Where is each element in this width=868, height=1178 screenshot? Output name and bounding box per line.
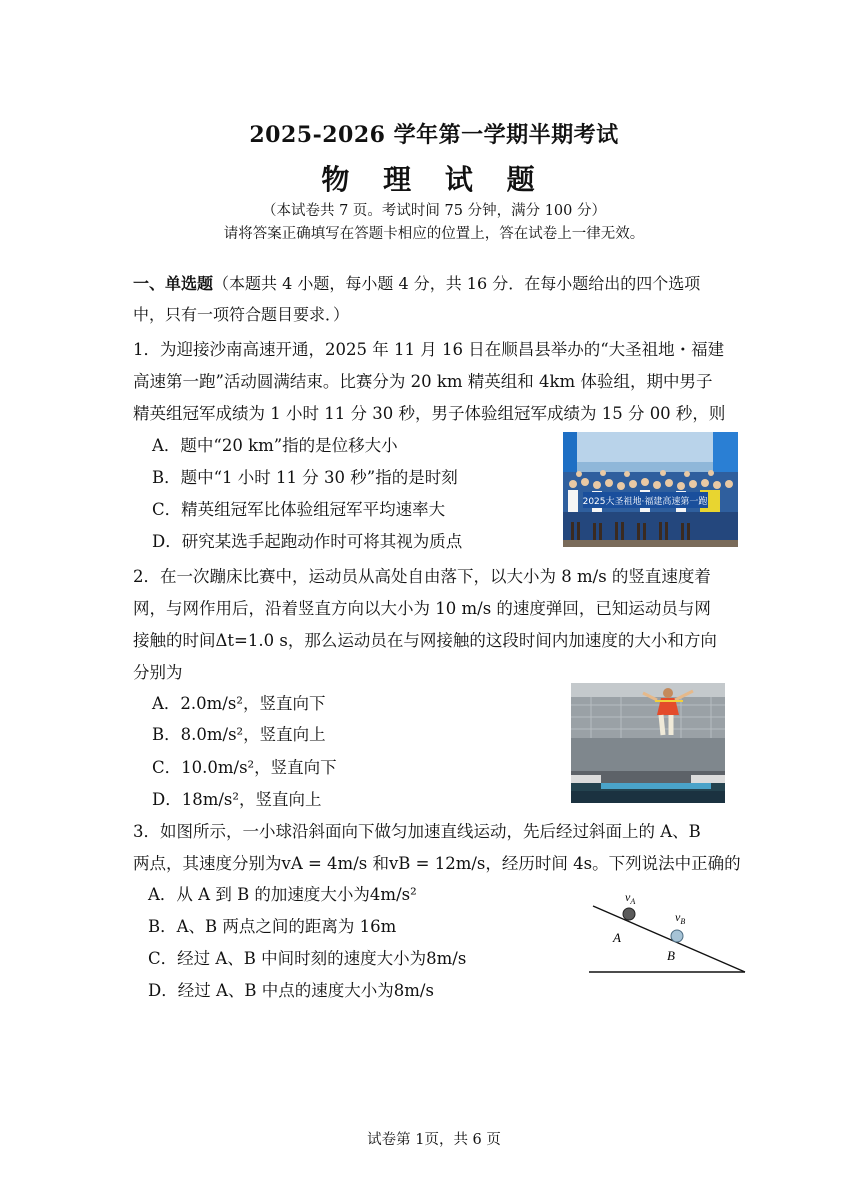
- point-a-label: A: [613, 930, 621, 945]
- section-title: 一、单选题: [133, 274, 214, 293]
- q3-stem-line2: [133, 850, 741, 874]
- section-desc-cont: 中，只有一项符合题目要求．）: [133, 305, 350, 324]
- q2-option-a: A．2.0m/s²，竖直向下: [152, 694, 326, 713]
- subject-title: 物 理 试 题: [321, 163, 547, 196]
- q3-option-b: B．A、B 两点之间的距离为 16m: [148, 917, 397, 936]
- q3-stem-line2-text: 两点，其速度分别为vA = 4m/s 和vB = 12m/s，经历时间 4s。下列说法中正确的: [133, 854, 741, 873]
- q3-option-a: A．从 A 到 B 的加速度大小为4m/s²: [148, 885, 417, 904]
- q2-trampoline-photo: [571, 683, 725, 803]
- point-b-label: B: [667, 948, 675, 963]
- q2-option-c: C．10.0m/s²，竖直向下: [152, 758, 337, 777]
- q1-stem-line3: 精英组冠军成绩为 1 小时 11 分 30 秒，男子体验组冠军成绩为 15 分 00 秒，则: [133, 404, 726, 423]
- ball-b: [671, 930, 683, 942]
- q2-option-b: B．8.0m/s²，竖直向上: [152, 725, 326, 744]
- section-heading: [133, 271, 700, 294]
- q1-option-a: A．题中“20 km”指的是位移大小: [152, 436, 398, 455]
- exam-note: （本试卷共 7 页。考试时间 75 分钟，满分 100 分）: [261, 203, 606, 219]
- banner-text: 2025大圣祖地·福建高速第一跑: [582, 497, 708, 507]
- q3-option-d: D．经过 A、B 中点的速度大小为8m/s: [148, 981, 434, 1000]
- q1-marathon-photo: [563, 432, 738, 547]
- q3-option-c: C．经过 A、B 中间时刻的速度大小为8m/s: [148, 949, 467, 968]
- section-desc: （本题共 4 小题，每小题 4 分，共 16 分．在每小题给出的四个选项: [213, 274, 701, 293]
- q1-option-d: D．研究某选手起跑动作时可将其视为质点: [152, 532, 463, 551]
- q2-option-d: D．18m/s²，竖直向上: [152, 790, 322, 809]
- va-label: $v_A$: [625, 890, 636, 906]
- ball-a: [623, 908, 635, 920]
- q2-stem-line3: 接触的时间Δt=1.0 s，那么运动员在与网接触的这段时间内加速度的大小和方向: [133, 631, 717, 650]
- q2-stem-line1: 2．在一次蹦床比赛中，运动员从高处自由落下，以大小为 8 m/s 的竖直速度着: [133, 567, 711, 586]
- q3-incline-diagram: [585, 884, 750, 980]
- q1-stem-line1: 1．为迎接沙南高速开通，2025 年 11 月 16 日在顺昌县举办的“大圣祖地・福建: [133, 340, 725, 359]
- q2-stem-line2: 网，与网作用后，沿着竖直方向以大小为 10 m/s 的速度弹回，已知运动员与网: [133, 599, 711, 618]
- answer-instruction: 请将答案正确填写在答题卡相应的位置上，答在试卷上一律无效。: [223, 226, 645, 242]
- exam-title: 2025-2026 学年第一学期半期考试: [249, 122, 619, 148]
- q3-stem-line1: 3．如图所示，一小球沿斜面向下做匀加速直线运动，先后经过斜面上的 A、B: [133, 822, 701, 841]
- q1-option-b: B．题中“1 小时 11 分 30 秒”指的是时刻: [152, 468, 458, 487]
- q1-stem-line2: 高速第一跑”活动圆满结束。比赛分为 20 km 精英组和 4km 体验组，期中男子: [133, 372, 713, 391]
- vb-label: $v_B$: [675, 910, 686, 926]
- q2-stem-line4: 分别为: [133, 663, 183, 682]
- q1-option-c: C．精英组冠军比体验组冠军平均速率大: [152, 500, 446, 519]
- page-footer: 试卷第 1页，共 6 页: [367, 1132, 501, 1148]
